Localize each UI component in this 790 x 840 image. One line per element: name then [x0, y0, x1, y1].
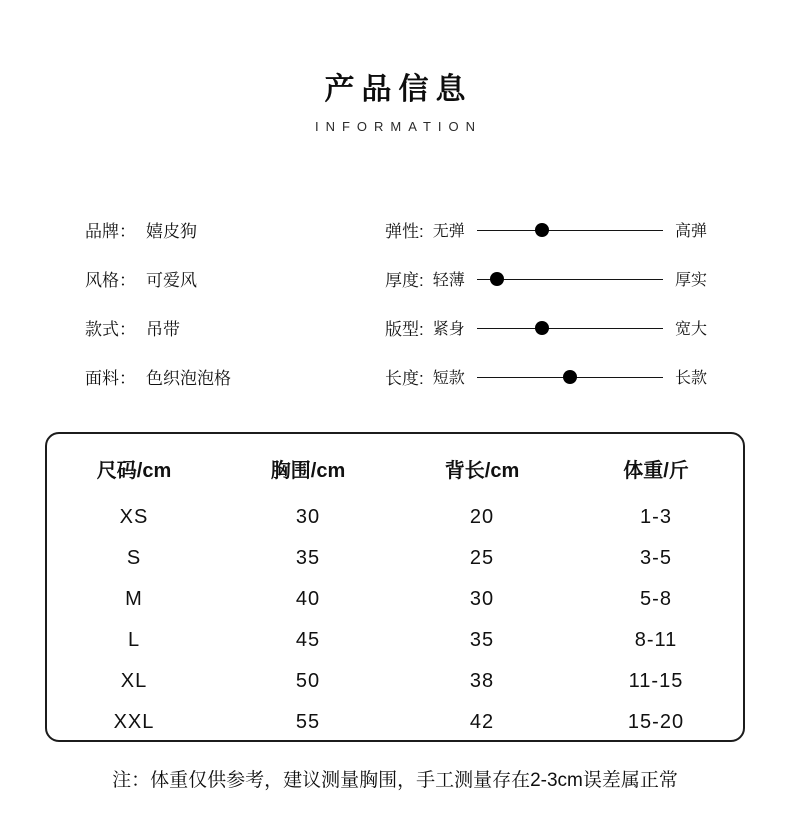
slider-track — [477, 369, 663, 384]
size-cell: XXL — [113, 711, 155, 733]
slider-left-label: 轻薄 — [432, 272, 465, 289]
size-table-header: 背长/cm — [444, 459, 520, 482]
size-cell: 45 — [295, 629, 321, 651]
measurement-note: 注：体重仅供参考，建议测量胸围，手工测量存在2-3cm误差属正常 — [112, 770, 678, 791]
size-cell: 30 — [469, 588, 495, 610]
slider-dot — [535, 321, 549, 335]
size-cell: 3-5 — [640, 547, 672, 569]
size-cell: 8-11 — [634, 629, 678, 651]
size-cell: XS — [119, 506, 149, 528]
slider-label: 版型: — [385, 320, 424, 339]
size-cell: 38 — [469, 670, 495, 692]
slider-row-elasticity — [385, 205, 707, 254]
slider-row-length — [385, 352, 707, 401]
slider-label: 长度: — [385, 369, 424, 388]
attribute-label: 品牌： — [85, 222, 136, 241]
size-table-header: 尺码/cm — [96, 459, 172, 482]
attribute-row-type — [85, 303, 365, 352]
slider-label: 厚度: — [385, 271, 424, 290]
slider-dot — [535, 223, 549, 237]
slider-dot — [563, 370, 577, 384]
slider-row-thickness — [385, 254, 707, 303]
attribute-label: 面料： — [85, 369, 136, 388]
page-header — [0, 64, 790, 134]
attribute-value: 嬉皮狗 — [146, 222, 197, 241]
slider-right-label: 长款 — [674, 370, 707, 387]
attributes-section — [85, 205, 365, 401]
size-cell: 55 — [295, 711, 321, 733]
size-cell: 42 — [469, 711, 495, 733]
size-cell: 1-3 — [640, 506, 672, 528]
size-cell: 20 — [469, 506, 495, 528]
slider-track — [477, 222, 663, 237]
attribute-row-fabric — [85, 352, 365, 401]
slider-right-label: 高弹 — [674, 223, 707, 240]
slider-right-label: 宽大 — [674, 321, 707, 338]
size-cell: XL — [120, 670, 148, 692]
size-cell: 50 — [295, 670, 321, 692]
size-table-header: 体重/斤 — [623, 459, 689, 482]
size-cell: L — [127, 629, 141, 651]
attribute-value: 色织泡泡格 — [146, 369, 231, 388]
size-cell: 35 — [295, 547, 321, 569]
slider-right-label: 厚实 — [674, 272, 707, 289]
size-cell: 30 — [295, 506, 321, 528]
slider-left-label: 短款 — [432, 370, 465, 387]
size-cell: 25 — [469, 547, 495, 569]
size-cell: 15-20 — [627, 711, 685, 733]
slider-left-label: 紧身 — [432, 321, 465, 338]
slider-label: 弹性: — [385, 222, 424, 241]
size-table-header: 胸围/cm — [270, 459, 346, 482]
attribute-row-style — [85, 254, 365, 303]
slider-dot — [490, 272, 504, 286]
sliders-section — [385, 205, 707, 401]
size-cell: 5-8 — [640, 588, 672, 610]
slider-track — [477, 271, 663, 286]
page-title: 产品信息 — [324, 73, 473, 106]
size-cell: 40 — [295, 588, 321, 610]
size-cell: S — [126, 547, 142, 569]
slider-left-label: 无弹 — [432, 223, 465, 240]
attribute-label: 款式： — [85, 320, 136, 339]
attribute-label: 风格： — [85, 271, 136, 290]
attribute-value: 吊带 — [146, 320, 180, 339]
attribute-row-brand — [85, 205, 365, 254]
size-table — [45, 432, 745, 742]
slider-row-fit — [385, 303, 707, 352]
page-subtitle: INFORMATION — [314, 119, 483, 134]
size-cell: M — [125, 588, 143, 610]
attribute-value: 可爱风 — [146, 271, 197, 290]
slider-track — [477, 320, 663, 335]
size-cell: 11-15 — [628, 670, 684, 692]
size-cell: 35 — [469, 629, 495, 651]
